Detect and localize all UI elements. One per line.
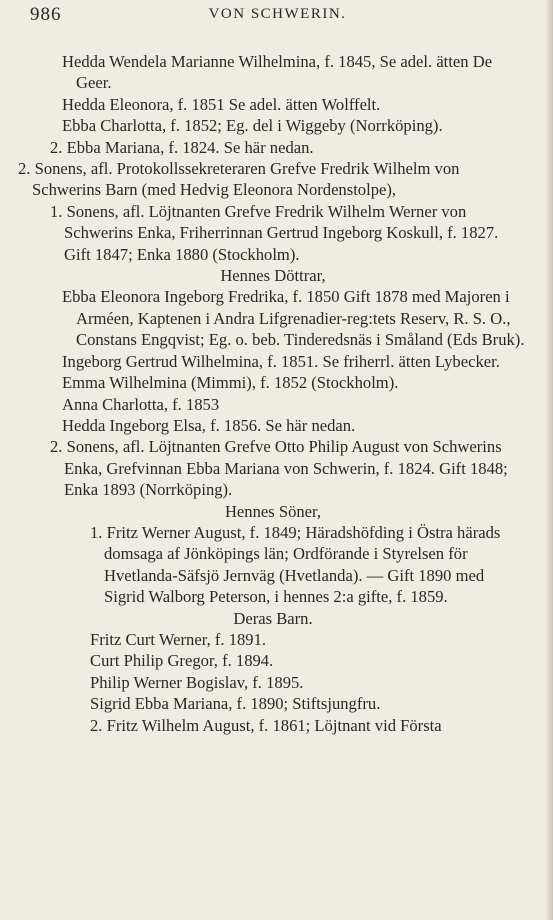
- entry-line: Sigrid Ebba Mariana, f. 1890; Stiftsjungfru.: [90, 694, 381, 714]
- entry-line: Hedda Wendela Marianne Wilhelmina, f. 1845, Se adel. ätten De Geer.: [62, 52, 493, 93]
- entry-line: Emma Wilhelmina (Mimmi), f. 1852 (Stockholm).: [62, 373, 399, 393]
- running-title: VON SCHWERIN.: [208, 6, 347, 22]
- section-heading: Hennes Döttrar,: [220, 266, 326, 286]
- entry-line: Ingeborg Gertrud Wilhelmina, f. 1851. Se friherrl. ätten Lybecker.: [62, 351, 500, 371]
- entry-line: 2. Sonens, afl. Löjtnanten Grefve Otto Philip August von Schwerins Enka, Grefvinnan Ebba Mariana von Schwerin, f. 1824. Gift 1848; Enka 1893 (Norrköping).: [50, 437, 508, 500]
- page-edge: [545, 0, 553, 920]
- page-number: 986: [30, 4, 62, 25]
- entry-line: Hedda Ingeborg Elsa, f. 1856. Se här nedan.: [62, 415, 356, 435]
- entry-line: 1. Fritz Werner August, f. 1849; Häradshöfding i Östra härads domsaga af Jönköpings län; Ordförande i Styrelsen för Hvetlanda-Säfsjö Jernväg (Hvetlanda). — Gift 1890 med Sigrid Walborg Peterson, i hennes 2:a gifte, f. 1859.: [90, 522, 501, 607]
- entry-line: 2. Sonens, afl. Protokollssekreteraren Grefve Fredrik Wilhelm von Schwerins Barn (med Hedvig Eleonora Nordenstolpe),: [18, 159, 460, 200]
- entry-line: Curt Philip Gregor, f. 1894.: [90, 651, 274, 671]
- entry-line: 1. Sonens, afl. Löjtnanten Grefve Fredrik Wilhelm Werner von Schwerins Enka, Friherrinnan Gertrud Ingeborg Koskull, f. 1827. Gift 1847; Enka 1880 (Stockholm).: [50, 201, 499, 264]
- entry-line: Anna Charlotta, f. 1853: [62, 394, 220, 414]
- entry-line: 2. Fritz Wilhelm August, f. 1861; Löjtnant vid Första: [90, 715, 442, 735]
- entry-line: 2. Ebba Mariana, f. 1824. Se här nedan.: [50, 137, 314, 157]
- entry-line: Ebba Eleonora Ingeborg Fredrika, f. 1850 Gift 1878 med Majoren i Arméen, Kaptenen i Andra Lifgrenadier-reg:tets Reserv, R. S. O., Constans Engqvist; Eg. o. beb. Tinderedsnäs i Småland (Eds Bruk).: [62, 287, 525, 350]
- section-heading: Deras Barn.: [233, 608, 313, 628]
- entry-line: Philip Werner Bogislav, f. 1895.: [90, 672, 304, 692]
- section-heading: Hennes Söner,: [224, 501, 322, 521]
- entry-line: Hedda Eleonora, f. 1851 Se adel. ätten Wolffelt.: [62, 94, 381, 114]
- entry-line: Fritz Curt Werner, f. 1891.: [90, 629, 267, 649]
- entry-line: Ebba Charlotta, f. 1852; Eg. del i Wiggeby (Norrköping).: [62, 116, 443, 136]
- page-header: [30, 4, 525, 30]
- body-text: [18, 51, 528, 736]
